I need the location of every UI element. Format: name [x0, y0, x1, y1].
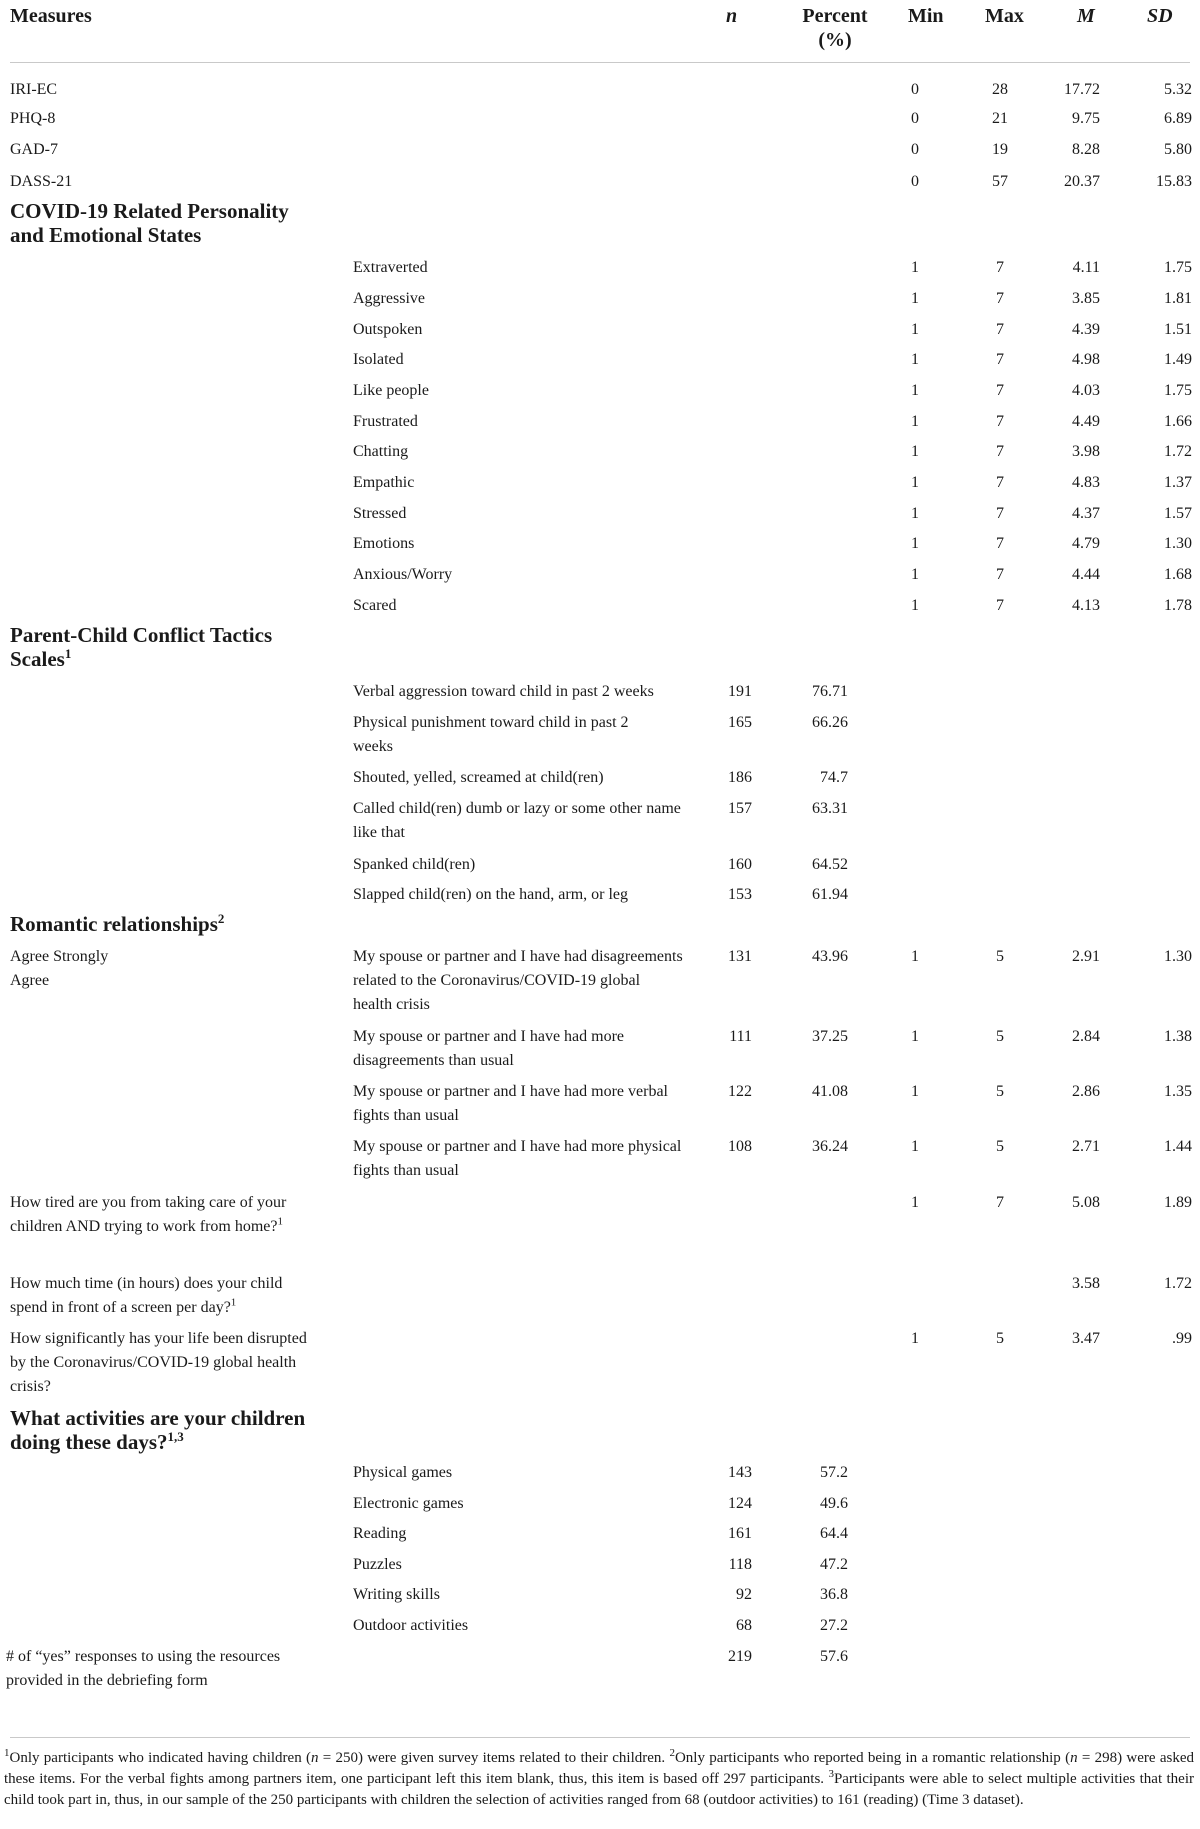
- item-percent: 64.4: [820, 1525, 848, 1542]
- item-max: 7: [996, 351, 1004, 368]
- item-percent: 47.2: [820, 1556, 848, 1573]
- footnote-marker: 2: [669, 1747, 675, 1759]
- question-text: How tired are you from taking care of your children AND trying to work from home?: [10, 1194, 287, 1235]
- item-n: 191: [728, 683, 752, 700]
- row-sd: 5.32: [1164, 81, 1192, 98]
- item-percent: 49.6: [820, 1495, 848, 1512]
- item-label: My spouse or partner and I have had more verbal fights than usual: [353, 1083, 668, 1124]
- row-mean: 8.28: [1072, 141, 1100, 158]
- row-min: 1: [911, 1330, 919, 1347]
- item-mean: 4.39: [1072, 321, 1100, 338]
- row-mean: 3.58: [1072, 1275, 1100, 1292]
- row-min: 0: [911, 141, 919, 158]
- item-max: 7: [996, 566, 1004, 583]
- item-label: Spanked child(ren): [353, 856, 476, 873]
- item-label: My spouse or partner and I have had more disagreements than usual: [353, 1028, 625, 1069]
- item-min: 1: [911, 413, 919, 430]
- item-label: Outdoor activities: [353, 1617, 469, 1634]
- item-mean: 4.83: [1072, 474, 1100, 491]
- item-sd: 1.81: [1164, 290, 1192, 307]
- row-max: 28: [992, 81, 1008, 98]
- section-heading-text: Parent-Child Conflict Tactics Scales: [10, 623, 273, 671]
- item-label: Chatting: [353, 443, 409, 460]
- row-sd: 5.80: [1164, 141, 1192, 158]
- item-label: Empathic: [353, 474, 415, 491]
- item-percent: 27.2: [820, 1617, 848, 1634]
- item-percent: 61.94: [812, 886, 848, 903]
- footnote-marker: 3: [828, 1768, 834, 1780]
- item-label: Stressed: [353, 505, 407, 522]
- item-n: 161: [728, 1525, 752, 1542]
- item-min: 1: [911, 474, 919, 491]
- item-min: 1: [911, 535, 919, 552]
- item-mean: 2.91: [1072, 948, 1100, 965]
- header-min: Min: [908, 5, 944, 27]
- footnote-marker: 1: [230, 1296, 237, 1309]
- section-heading: [10, 623, 320, 671]
- item-n: 124: [728, 1495, 752, 1512]
- item-percent: 36.24: [812, 1138, 848, 1155]
- item-max: 7: [996, 259, 1004, 276]
- header-divider: [10, 62, 1190, 63]
- item-min: 1: [911, 443, 919, 460]
- item-sd: 1.30: [1164, 948, 1192, 965]
- item-label: My spouse or partner and I have had more physical fights than usual: [353, 1138, 682, 1179]
- item-sd: 1.75: [1164, 382, 1192, 399]
- item-sd: 1.75: [1164, 259, 1192, 276]
- row-min: 0: [911, 173, 919, 190]
- item-max: 5: [996, 1083, 1004, 1100]
- footnote-marker: 2: [217, 911, 225, 926]
- item-sd: 1.44: [1164, 1138, 1192, 1155]
- response-category-label: Agree Strongly Agree: [10, 948, 109, 989]
- row-n: 219: [728, 1648, 752, 1665]
- row-sd: .99: [1172, 1330, 1192, 1347]
- footnote-n-symbol: n: [1070, 1750, 1078, 1766]
- item-sd: 1.51: [1164, 321, 1192, 338]
- item-max: 7: [996, 321, 1004, 338]
- footnote-text: = 250) were given survey items related to their children.: [318, 1750, 670, 1766]
- item-max: 7: [996, 382, 1004, 399]
- footnote-text: Participants were able to select multiple activities that their child took part in, thus, in our sample of the 250 participants with children the selection of activities ranged from 68 (outdoor activities) to 161 (reading) (Time 3 dataset).: [4, 1771, 1194, 1808]
- row-percent: 57.6: [820, 1648, 848, 1665]
- header-measures: Measures: [10, 5, 92, 27]
- item-n: 118: [728, 1556, 752, 1573]
- section-heading-text: What activities are your children doing these days?: [10, 1406, 306, 1454]
- item-max: 7: [996, 443, 1004, 460]
- row-min: 1: [911, 1194, 919, 1211]
- item-label: Verbal aggression toward child in past 2 weeks: [353, 683, 654, 700]
- item-sd: 1.37: [1164, 474, 1192, 491]
- item-label: Reading: [353, 1525, 407, 1542]
- footnote-n-symbol: n: [310, 1750, 319, 1766]
- item-min: 1: [911, 1028, 919, 1045]
- item-percent: 36.8: [820, 1586, 848, 1603]
- row-min: 0: [911, 81, 919, 98]
- item-min: 1: [911, 597, 919, 614]
- item-min: 1: [911, 259, 919, 276]
- item-label: Isolated: [353, 351, 404, 368]
- item-sd: 1.35: [1164, 1083, 1192, 1100]
- footnote-marker: 1: [4, 1747, 10, 1759]
- row-max: 57: [992, 173, 1008, 190]
- footnote-marker: 1,3: [167, 1429, 184, 1444]
- item-label: Extraverted: [353, 259, 428, 276]
- footnote-text: Only participants who reported being in a romantic relationship (: [674, 1750, 1071, 1766]
- row-sd: 15.83: [1156, 173, 1192, 190]
- item-mean: 4.11: [1072, 259, 1100, 276]
- row-sd: 1.89: [1164, 1194, 1192, 1211]
- item-mean: 2.84: [1072, 1028, 1100, 1045]
- item-n: 160: [728, 856, 752, 873]
- item-percent: 37.25: [812, 1028, 848, 1045]
- item-label: Physical games: [353, 1464, 453, 1481]
- item-min: 1: [911, 290, 919, 307]
- footnote-divider: [10, 1737, 1190, 1738]
- row-label: DASS-21: [10, 173, 73, 190]
- item-sd: 1.49: [1164, 351, 1192, 368]
- item-label: Scared: [353, 597, 397, 614]
- question-label: [10, 1191, 310, 1239]
- item-sd: 1.57: [1164, 505, 1192, 522]
- item-label: Emotions: [353, 535, 415, 552]
- row-max: 19: [992, 141, 1008, 158]
- item-sd: 1.38: [1164, 1028, 1192, 1045]
- section-heading: [10, 912, 340, 936]
- row-max: 5: [996, 1330, 1004, 1347]
- item-sd: 1.66: [1164, 413, 1192, 430]
- item-min: 1: [911, 1083, 919, 1100]
- item-max: 5: [996, 1138, 1004, 1155]
- item-max: 5: [996, 948, 1004, 965]
- header-percent: Percent (%): [802, 5, 868, 51]
- row-mean: 17.72: [1064, 81, 1100, 98]
- item-label: Slapped child(ren) on the hand, arm, or leg: [353, 886, 629, 903]
- item-mean: 2.71: [1072, 1138, 1100, 1155]
- item-n: 131: [728, 948, 752, 965]
- header-m: M: [1077, 5, 1095, 27]
- item-percent: 41.08: [812, 1083, 848, 1100]
- row-mean: 9.75: [1072, 110, 1100, 127]
- section-heading: COVID-19 Related Personality and Emotional States: [10, 199, 289, 247]
- item-mean: 4.49: [1072, 413, 1100, 430]
- item-n: 111: [729, 1028, 752, 1045]
- item-max: 7: [996, 413, 1004, 430]
- item-mean: 3.98: [1072, 443, 1100, 460]
- item-percent: 76.71: [812, 683, 848, 700]
- item-mean: 4.79: [1072, 535, 1100, 552]
- item-sd: 1.68: [1164, 566, 1192, 583]
- row-sd: 1.72: [1164, 1275, 1192, 1292]
- item-min: 1: [911, 1138, 919, 1155]
- item-label: Called child(ren) dumb or lazy or some other name like that: [353, 800, 681, 841]
- item-n: 68: [736, 1617, 752, 1634]
- item-n: 143: [728, 1464, 752, 1481]
- item-label: Like people: [353, 382, 429, 399]
- header-sd: SD: [1147, 5, 1173, 27]
- item-mean: 3.85: [1072, 290, 1100, 307]
- item-n: 157: [728, 800, 752, 817]
- item-min: 1: [911, 351, 919, 368]
- section-heading-text: Romantic relationships: [10, 912, 218, 936]
- item-mean: 4.03: [1072, 382, 1100, 399]
- item-min: 1: [911, 948, 919, 965]
- item-mean: 4.13: [1072, 597, 1100, 614]
- row-min: 0: [911, 110, 919, 127]
- row-max: 21: [992, 110, 1008, 127]
- question-label: [10, 1272, 310, 1320]
- item-max: 7: [996, 535, 1004, 552]
- header-n: n: [726, 5, 738, 27]
- item-label: Aggressive: [353, 290, 425, 307]
- table-header: [10, 0, 1190, 62]
- item-mean: 4.98: [1072, 351, 1100, 368]
- row-mean: 3.47: [1072, 1330, 1100, 1347]
- item-n: 122: [728, 1083, 752, 1100]
- item-label: Anxious/Worry: [353, 566, 453, 583]
- item-percent: 63.31: [812, 800, 848, 817]
- item-max: 7: [996, 597, 1004, 614]
- item-min: 1: [911, 382, 919, 399]
- item-label: Electronic games: [353, 1495, 464, 1512]
- item-mean: 2.86: [1072, 1083, 1100, 1100]
- row-label: GAD-7: [10, 141, 58, 158]
- item-sd: 1.30: [1164, 535, 1192, 552]
- item-label: Frustrated: [353, 413, 418, 430]
- item-sd: 1.78: [1164, 597, 1192, 614]
- item-n: 92: [736, 1586, 752, 1603]
- row-max: 7: [996, 1194, 1004, 1211]
- row-label: PHQ-8: [10, 110, 56, 127]
- item-max: 7: [996, 474, 1004, 491]
- item-percent: 64.52: [812, 856, 848, 873]
- item-n: 108: [728, 1138, 752, 1155]
- item-n: 153: [728, 886, 752, 903]
- item-percent: 74.7: [820, 769, 848, 786]
- item-label: Puzzles: [353, 1556, 402, 1573]
- item-percent: 57.2: [820, 1464, 848, 1481]
- row-sd: 6.89: [1164, 110, 1192, 127]
- item-percent: 66.26: [812, 714, 848, 731]
- row-label: # of “yes” responses to using the resources provided in the debriefing form: [6, 1648, 281, 1689]
- row-label: IRI-EC: [10, 81, 58, 98]
- footnote-text: Only participants who indicated having children (: [9, 1750, 311, 1766]
- item-min: 1: [911, 321, 919, 338]
- question-text: How much time (in hours) does your child spend in front of a screen per day?: [10, 1275, 283, 1316]
- item-mean: 4.44: [1072, 566, 1100, 583]
- section-heading: [10, 1406, 320, 1454]
- row-mean: 5.08: [1072, 1194, 1100, 1211]
- item-sd: 1.72: [1164, 443, 1192, 460]
- item-n: 165: [728, 714, 752, 731]
- footnote-text: = 298) were asked these items. For the verbal fights among partners item, one participant left this item blank, thus, this item is based off 297 participants.: [4, 1750, 1194, 1787]
- item-max: 7: [996, 290, 1004, 307]
- item-mean: 4.37: [1072, 505, 1100, 522]
- footnote-marker: 1: [277, 1215, 283, 1228]
- header-max: Max: [985, 5, 1024, 27]
- item-max: 5: [996, 1028, 1004, 1045]
- item-label: My spouse or partner and I have had disagreements related to the Coronavirus/COVID-19 global health crisis: [353, 948, 683, 1013]
- item-label: Writing skills: [353, 1586, 440, 1603]
- item-max: 7: [996, 505, 1004, 522]
- item-n: 186: [728, 769, 752, 786]
- footnote-marker: 1: [64, 646, 72, 661]
- item-label: Shouted, yelled, screamed at child(ren): [353, 769, 604, 786]
- question-label: How significantly has your life been disrupted by the Coronavirus/COVID-19 global health crisis?: [10, 1330, 307, 1395]
- item-label: Outspoken: [353, 321, 423, 338]
- item-min: 1: [911, 505, 919, 522]
- table-footnote: [4, 1748, 1194, 1811]
- row-mean: 20.37: [1064, 173, 1100, 190]
- item-label: Physical punishment toward child in past 2 weeks: [353, 714, 629, 755]
- item-min: 1: [911, 566, 919, 583]
- item-percent: 43.96: [812, 948, 848, 965]
